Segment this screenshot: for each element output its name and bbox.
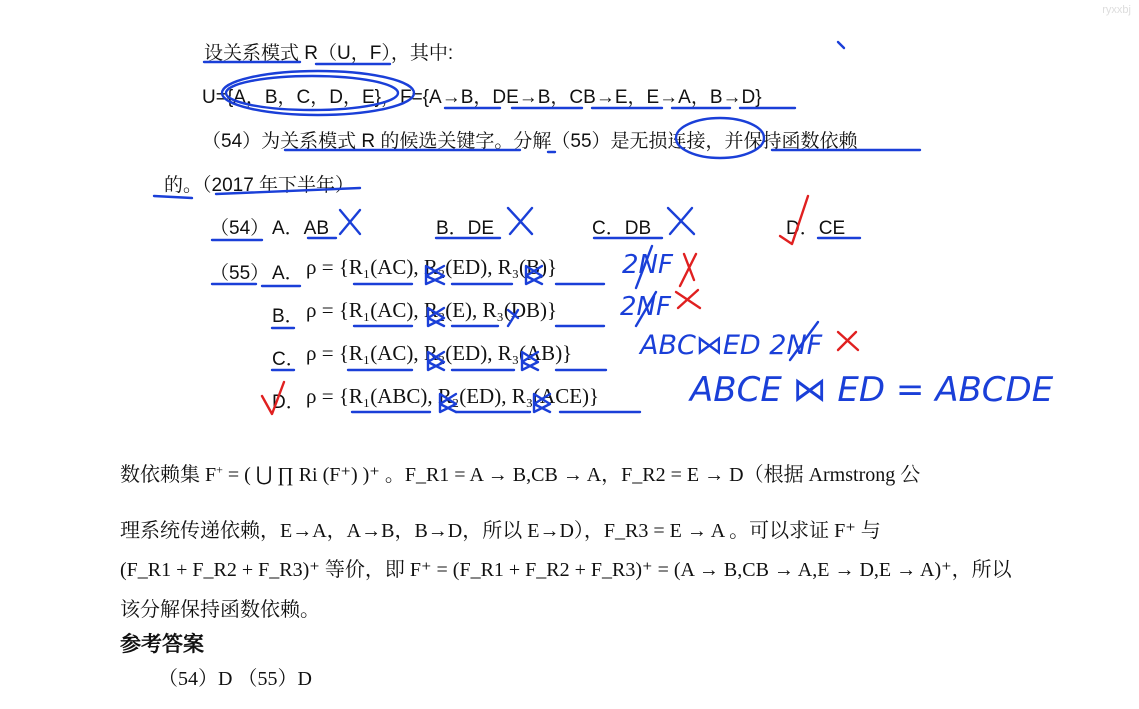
q55-option-a-rho: ρ = {R₁(AC), R₂(ED), R₃(B)}: [306, 255, 558, 279]
watermark: ryxxbj: [1102, 4, 1131, 16]
q54-option-d: D．CE: [786, 218, 846, 239]
q55-option-b-letter: B．: [272, 306, 304, 327]
cross-q55-b: [676, 290, 700, 308]
explanation-line1-prefix: 数依赖集 F: [120, 464, 217, 486]
annotation-2nf-b: 2NF: [620, 292, 671, 322]
q55-option-c-letter: C．: [272, 349, 305, 370]
q55-label: （55）: [210, 263, 270, 284]
answer-text: （54）D （55）D: [158, 668, 312, 690]
explanation-line1-formula: = ( ⋃ ∏ Ri (F⁺) )⁺ 。F_R1 = A → B,CB → A，F_R2 = E → D（根据 Armstrong 公: [227, 464, 921, 486]
underline-q55-b: [272, 326, 604, 328]
q55-option-d-letter: D．: [272, 392, 305, 413]
q55-option-b-rho: ρ = {R₁(AC), R₂(E), R₃(DB)}: [306, 298, 558, 322]
explanation-line4: 该分解保持函数依赖。: [120, 599, 320, 621]
annotation-2nf-a: 2NF: [622, 250, 673, 280]
explanation-line1: 数依赖集 F+ = ( ⋃ ∏ Ri (F⁺) )⁺ 。F_R1 = A → B,CB → A，F_R2 = E → D（根据 Armstrong 公: [120, 462, 921, 486]
question-prompt: （54）为关系模式 R 的候选关键字。分解（55）是无损连接，并保持函数依赖: [202, 131, 858, 152]
answer-heading: 参考答案: [120, 632, 204, 656]
annotation-option-c-note: ABC⋈ED 2NF: [640, 330, 823, 361]
annotation-option-d-note: ABCE ⋈ ED = ABCDE: [690, 370, 1054, 410]
explanation-line2: 理系统传递依赖，E→A，A→B，B→D，所以 E→D），F_R3 = E → A 。可以求证 F⁺ 与: [120, 520, 881, 542]
q55-option-d-rho: ρ = {R₁(ABC), R₂(ED), R₃(ACE)}: [306, 384, 600, 408]
cross-q55-c: [838, 332, 858, 350]
cross-q54-c: [668, 208, 694, 234]
q54-option-c: C．DB: [592, 218, 652, 239]
ink-dot: [838, 42, 844, 48]
underline-q55-a: [212, 284, 604, 286]
q54-label: （54）: [210, 218, 270, 239]
question-prompt-end: 的。（2017 年下半年）: [164, 175, 355, 196]
q54-option-a: A．AB: [272, 218, 330, 239]
explanation-line3: (F_R1 + F_R2 + F_R3)⁺ 等价，即 F⁺ = (F_R1 + F_R2 + F_R3)⁺ = (A → B,CB → A,E → D,E → A)⁺，所以: [120, 559, 1012, 581]
cross-q54-b: [508, 208, 532, 234]
cross-q55-a: [680, 254, 696, 286]
q55-option-c-rho: ρ = {R₁(AC), R₂(ED), R₃(AB)}: [306, 341, 573, 365]
cross-q54-a: [340, 210, 360, 234]
q54-option-b: B．DE: [436, 218, 495, 239]
question-intro: 设关系模式 R（U，F），其中:: [204, 43, 454, 64]
universe-and-fd-set: U={A，B，C，D，E}，F={A→B，DE→B，CB→E，E→A，B→D}: [202, 87, 762, 108]
q55-option-a-letter: A．: [272, 263, 304, 284]
